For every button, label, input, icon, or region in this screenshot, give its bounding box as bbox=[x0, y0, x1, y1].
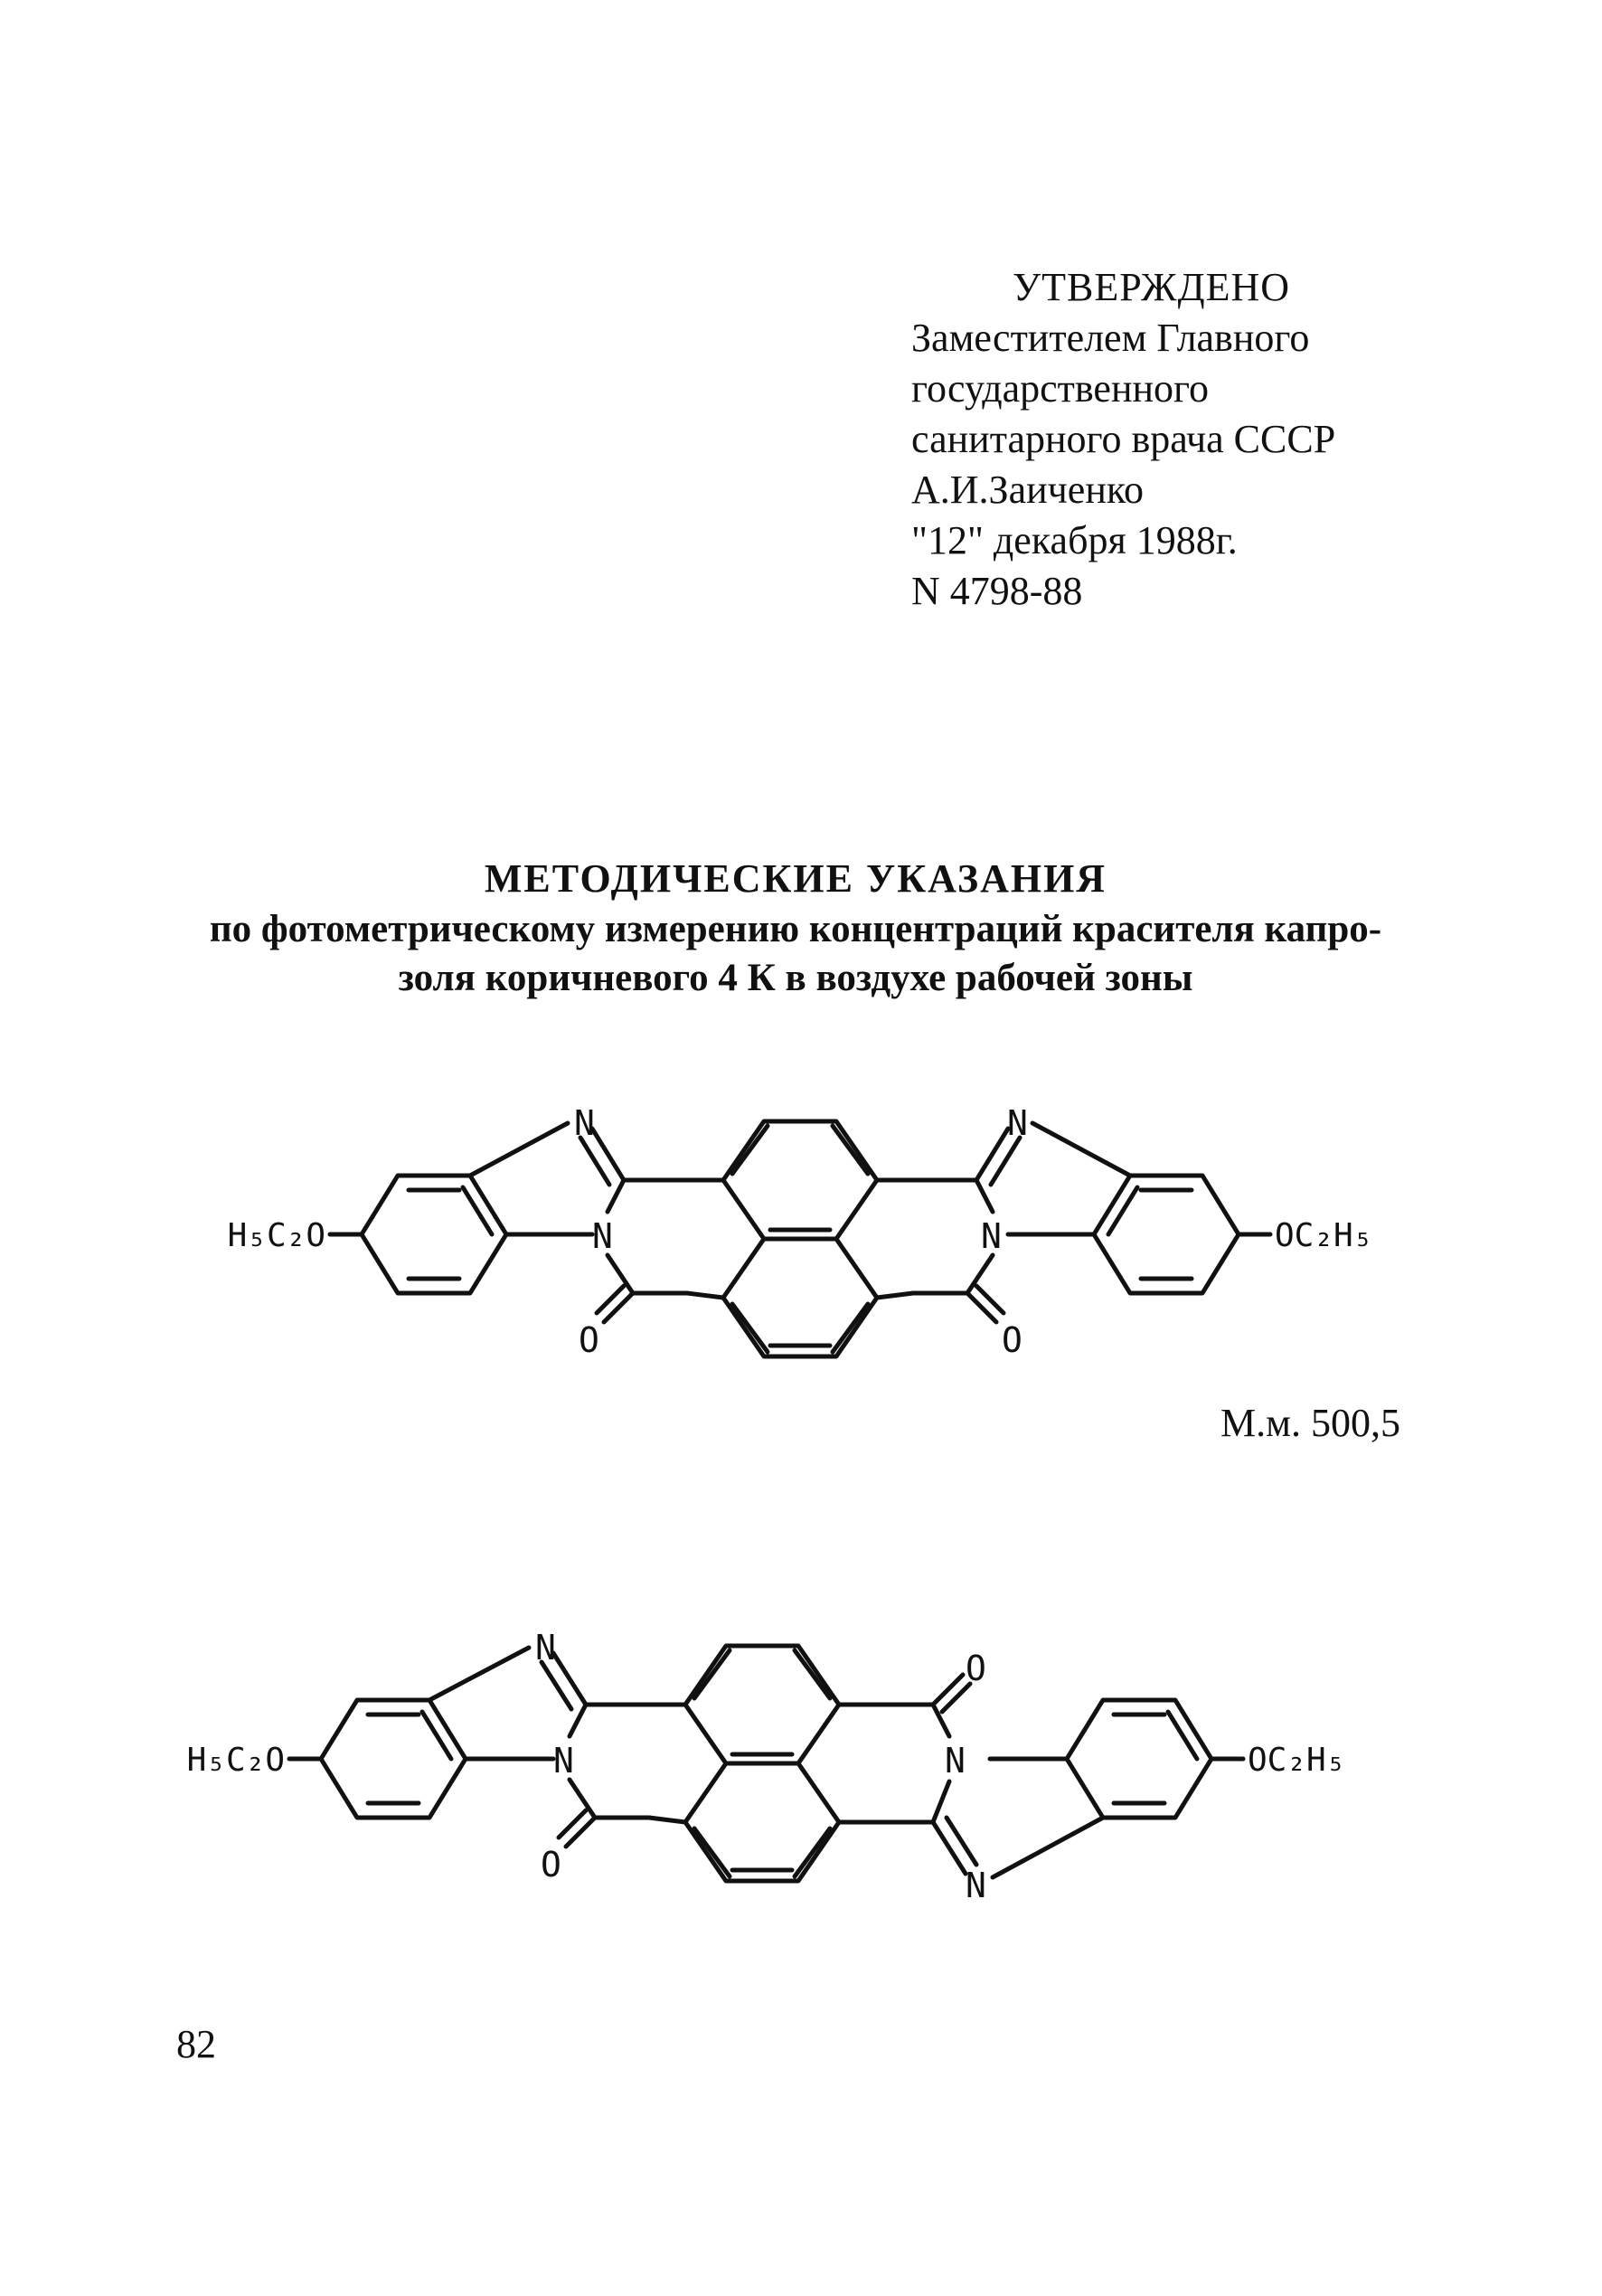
structural-formula-1 bbox=[0, 1085, 1602, 1411]
structure-2-svg bbox=[0, 1610, 1602, 1935]
approval-line-1: Заместителем Главного bbox=[911, 316, 1310, 360]
atom-n-left-2: N bbox=[553, 1741, 574, 1781]
substituent-left: H₅C₂O bbox=[227, 1217, 325, 1254]
atom-n-top-left-2: N bbox=[535, 1628, 556, 1668]
approval-heading: УТВЕРЖДЕНО bbox=[1013, 265, 1291, 309]
molecular-weight: М.м. 500,5 bbox=[1220, 1401, 1400, 1445]
left-benzene-ring bbox=[362, 1176, 506, 1293]
core-ring-top-2 bbox=[685, 1646, 839, 1763]
structural-formula-2 bbox=[0, 1610, 1602, 1935]
atom-n-top-left: N bbox=[574, 1103, 595, 1143]
approval-block bbox=[911, 262, 1472, 617]
atom-n-bottom-right-2: N bbox=[966, 1866, 986, 1905]
approval-line-4: А.И.Заиченко bbox=[911, 468, 1145, 512]
approval-line-5: "12" декабря 1988г. bbox=[911, 518, 1238, 562]
substituent-right: OC₂H₅ bbox=[1275, 1217, 1373, 1254]
atom-n-left: N bbox=[592, 1216, 613, 1256]
core-ring-top bbox=[723, 1121, 877, 1239]
atom-n-right-2: N bbox=[945, 1741, 966, 1781]
atom-o-right: O bbox=[1002, 1320, 1022, 1360]
title-main: МЕТОДИЧЕСКИЕ УКАЗАНИЯ bbox=[484, 856, 1107, 901]
right-benzene-ring bbox=[1094, 1176, 1239, 1293]
substituent-left-2: H₅C₂O bbox=[186, 1742, 285, 1779]
approval-line-2: государственного bbox=[911, 366, 1209, 411]
structure-1-svg bbox=[0, 1085, 1602, 1411]
atom-o-right-top-2: O bbox=[966, 1649, 986, 1688]
core-ring-bottom bbox=[723, 1239, 877, 1356]
atom-n-top-right: N bbox=[1007, 1103, 1028, 1143]
atom-o-left: O bbox=[579, 1320, 599, 1360]
approval-line-3: санитарного врача СССР bbox=[911, 417, 1336, 461]
substituent-right-2: OC₂H₅ bbox=[1248, 1742, 1346, 1779]
atom-n-right: N bbox=[981, 1216, 1002, 1256]
left-benzene-ring-2 bbox=[321, 1700, 466, 1818]
title-line-2: по фотометрическому измерению концентраций красителя капро- bbox=[209, 908, 1382, 950]
approval-line-6: N 4798-88 bbox=[911, 569, 1083, 613]
page-number: 82 bbox=[176, 2022, 216, 2066]
atom-o-left-2: O bbox=[541, 1845, 561, 1885]
document-title bbox=[136, 855, 1456, 1003]
title-line-3: золя коричневого 4 К в воздухе рабочей зоны bbox=[398, 957, 1193, 999]
core-ring-bottom-2 bbox=[685, 1763, 839, 1881]
right-benzene-ring-2 bbox=[1067, 1700, 1211, 1818]
